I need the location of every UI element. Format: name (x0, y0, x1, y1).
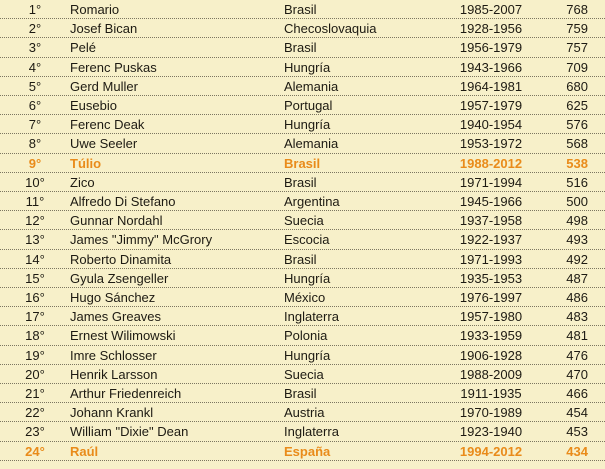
period-cell: 1945-1966 (459, 194, 523, 209)
goals-cell: 500 (566, 194, 588, 209)
goals-cell: 498 (566, 213, 588, 229)
rank-cell: 2° (28, 21, 42, 37)
rank-cell: 10° (25, 174, 45, 190)
rank-cell: 5° (28, 78, 42, 94)
player-name-cell: Gunnar Nordahl (70, 213, 163, 229)
country-cell: Suecia (284, 213, 324, 229)
rank-cell: 9° (28, 155, 42, 171)
period-cell: 1988-2009 (459, 366, 523, 382)
period-cell: 1976-1997 (459, 290, 523, 305)
country-cell: Portugal (284, 98, 333, 113)
country-cell: México (284, 290, 326, 305)
table-row (0, 230, 605, 249)
country-cell: Hungría (284, 117, 331, 133)
rank-cell: 6° (28, 98, 42, 113)
period-cell: 1971-1994 (459, 174, 523, 190)
table-row (0, 250, 605, 269)
goals-cell: 576 (566, 117, 588, 133)
player-name-cell: Johann Krankl (70, 405, 154, 421)
table-row (0, 77, 605, 96)
country-cell: Austria (284, 405, 325, 421)
rank-cell: 22° (25, 405, 45, 421)
country-cell: Hungría (284, 59, 331, 75)
country-cell: Brasil (284, 174, 317, 190)
period-cell: 1935-1953 (459, 270, 523, 286)
player-name-cell: Uwe Seeler (70, 136, 138, 152)
table-row (0, 96, 605, 115)
table-row (0, 384, 605, 403)
player-name-cell: Henrik Larsson (70, 366, 158, 382)
goals-cell: 516 (566, 174, 588, 190)
table-row (0, 307, 605, 326)
period-cell: 1971-1993 (459, 251, 523, 267)
player-name-cell: James "Jimmy" McGrory (70, 232, 213, 248)
goals-cell: 493 (566, 232, 588, 248)
period-cell: 1994-2012 (459, 443, 523, 459)
rank-cell: 11° (25, 194, 45, 209)
country-cell: Alemania (284, 136, 339, 152)
country-cell: Polonia (284, 328, 328, 344)
player-name-cell: Gyula Zsengeller (70, 270, 169, 286)
table-row (0, 422, 605, 441)
goals-cell: 454 (566, 405, 588, 421)
player-name-cell: William "Dixie" Dean (70, 424, 189, 440)
rank-cell: 1° (28, 2, 42, 17)
country-cell: Checoslovaquia (284, 21, 377, 37)
rank-cell: 19° (25, 347, 45, 363)
goals-cell: 487 (566, 270, 588, 286)
goals-cell: 476 (566, 347, 588, 363)
player-name-cell: Romario (70, 2, 120, 17)
table-row (0, 58, 605, 77)
rank-cell: 12° (25, 213, 45, 229)
goals-cell: 481 (566, 328, 588, 344)
period-cell: 1943-1966 (459, 59, 523, 75)
period-cell: 1957-1980 (459, 309, 523, 325)
rank-cell: 13° (25, 232, 45, 248)
table-row (0, 0, 605, 19)
goals-cell: 538 (566, 155, 588, 171)
goals-cell: 680 (566, 78, 588, 94)
period-cell: 1937-1958 (459, 213, 523, 229)
period-cell: 1906-1928 (459, 347, 523, 363)
goals-cell: 483 (566, 309, 588, 325)
goals-cell: 453 (566, 424, 588, 440)
player-name-cell: Ferenc Deak (70, 117, 145, 133)
table-row (0, 269, 605, 288)
goals-cell: 492 (566, 251, 588, 267)
country-cell: Suecia (284, 366, 324, 382)
table-row (0, 346, 605, 365)
rank-cell: 14° (25, 251, 45, 267)
country-cell: Inglaterra (284, 424, 339, 440)
table-row (0, 173, 605, 192)
player-name-cell: Hugo Sánchez (70, 290, 156, 305)
period-cell: 1970-1989 (459, 405, 523, 421)
rank-cell: 21° (25, 386, 45, 401)
table-row (0, 19, 605, 38)
country-cell: Inglaterra (284, 309, 339, 325)
goals-cell: 768 (566, 2, 588, 17)
player-name-cell: Imre Schlosser (70, 347, 157, 363)
table-row (0, 38, 605, 57)
period-cell: 1933-1959 (459, 328, 523, 344)
goals-cell: 568 (566, 136, 588, 152)
player-name-cell: Roberto Dinamita (70, 251, 172, 267)
goals-cell: 434 (566, 443, 588, 459)
goals-cell: 625 (566, 98, 588, 113)
country-cell: España (284, 443, 331, 459)
table-row (0, 403, 605, 422)
country-cell: Brasil (284, 155, 321, 171)
rank-cell: 17° (25, 309, 45, 325)
player-name-cell: Ferenc Puskas (70, 59, 157, 75)
table-row (0, 192, 605, 211)
period-cell: 1922-1937 (459, 232, 523, 248)
table-row (0, 115, 605, 134)
country-cell: Hungría (284, 270, 331, 286)
rank-cell: 23° (25, 424, 45, 440)
period-cell: 1957-1979 (459, 98, 523, 113)
period-cell: 1964-1981 (459, 78, 523, 94)
period-cell: 1911-1935 (460, 386, 522, 401)
goals-cell: 709 (566, 59, 588, 75)
player-name-cell: Túlio (70, 155, 102, 171)
table-row (0, 211, 605, 230)
player-name-cell: Raúl (70, 443, 99, 459)
rank-cell: 18° (25, 328, 45, 344)
country-cell: Brasil (284, 386, 317, 401)
rank-cell: 16° (25, 290, 45, 305)
rank-cell: 15° (25, 270, 45, 286)
country-cell: Brasil (284, 40, 317, 56)
goals-cell: 486 (566, 290, 588, 305)
rank-cell: 20° (25, 366, 45, 382)
player-name-cell: Pelé (70, 40, 97, 56)
rank-cell: 3° (28, 40, 42, 56)
goals-cell: 466 (566, 386, 588, 401)
rank-cell: 4° (28, 59, 42, 75)
player-name-cell: Zico (70, 174, 95, 190)
table-row (0, 154, 605, 173)
player-name-cell: Alfredo Di Stefano (70, 194, 176, 209)
player-name-cell: Eusebio (70, 98, 117, 113)
period-cell: 1940-1954 (459, 117, 523, 133)
player-name-cell: Ernest Wilimowski (70, 328, 176, 344)
player-name-cell: Josef Bican (70, 21, 138, 37)
country-cell: Brasil (284, 2, 317, 17)
period-cell: 1923-1940 (459, 424, 523, 440)
player-name-cell: Arthur Friedenreich (70, 386, 182, 401)
player-name-cell: James Greaves (70, 309, 162, 325)
table-row (0, 326, 605, 345)
player-name-cell: Gerd Muller (70, 78, 138, 94)
country-cell: Brasil (284, 251, 317, 267)
rank-cell: 8° (28, 136, 42, 152)
table-row (0, 365, 605, 384)
period-cell: 1928-1956 (459, 21, 523, 37)
period-cell: 1956-1979 (459, 40, 523, 56)
period-cell: 1988-2012 (459, 155, 523, 171)
country-cell: Hungría (284, 347, 331, 363)
goals-cell: 759 (566, 21, 588, 37)
table-row (0, 442, 605, 461)
goals-cell: 470 (566, 366, 588, 382)
country-cell: Escocia (284, 232, 330, 248)
period-cell: 1953-1972 (459, 136, 523, 152)
country-cell: Alemania (284, 78, 339, 94)
country-cell: Argentina (284, 194, 340, 209)
period-cell: 1985-2007 (459, 2, 523, 17)
table-row (0, 288, 605, 307)
rank-cell: 24° (25, 443, 45, 459)
table-row (0, 134, 605, 153)
goals-cell: 757 (566, 40, 588, 56)
rank-cell: 7° (28, 117, 42, 133)
